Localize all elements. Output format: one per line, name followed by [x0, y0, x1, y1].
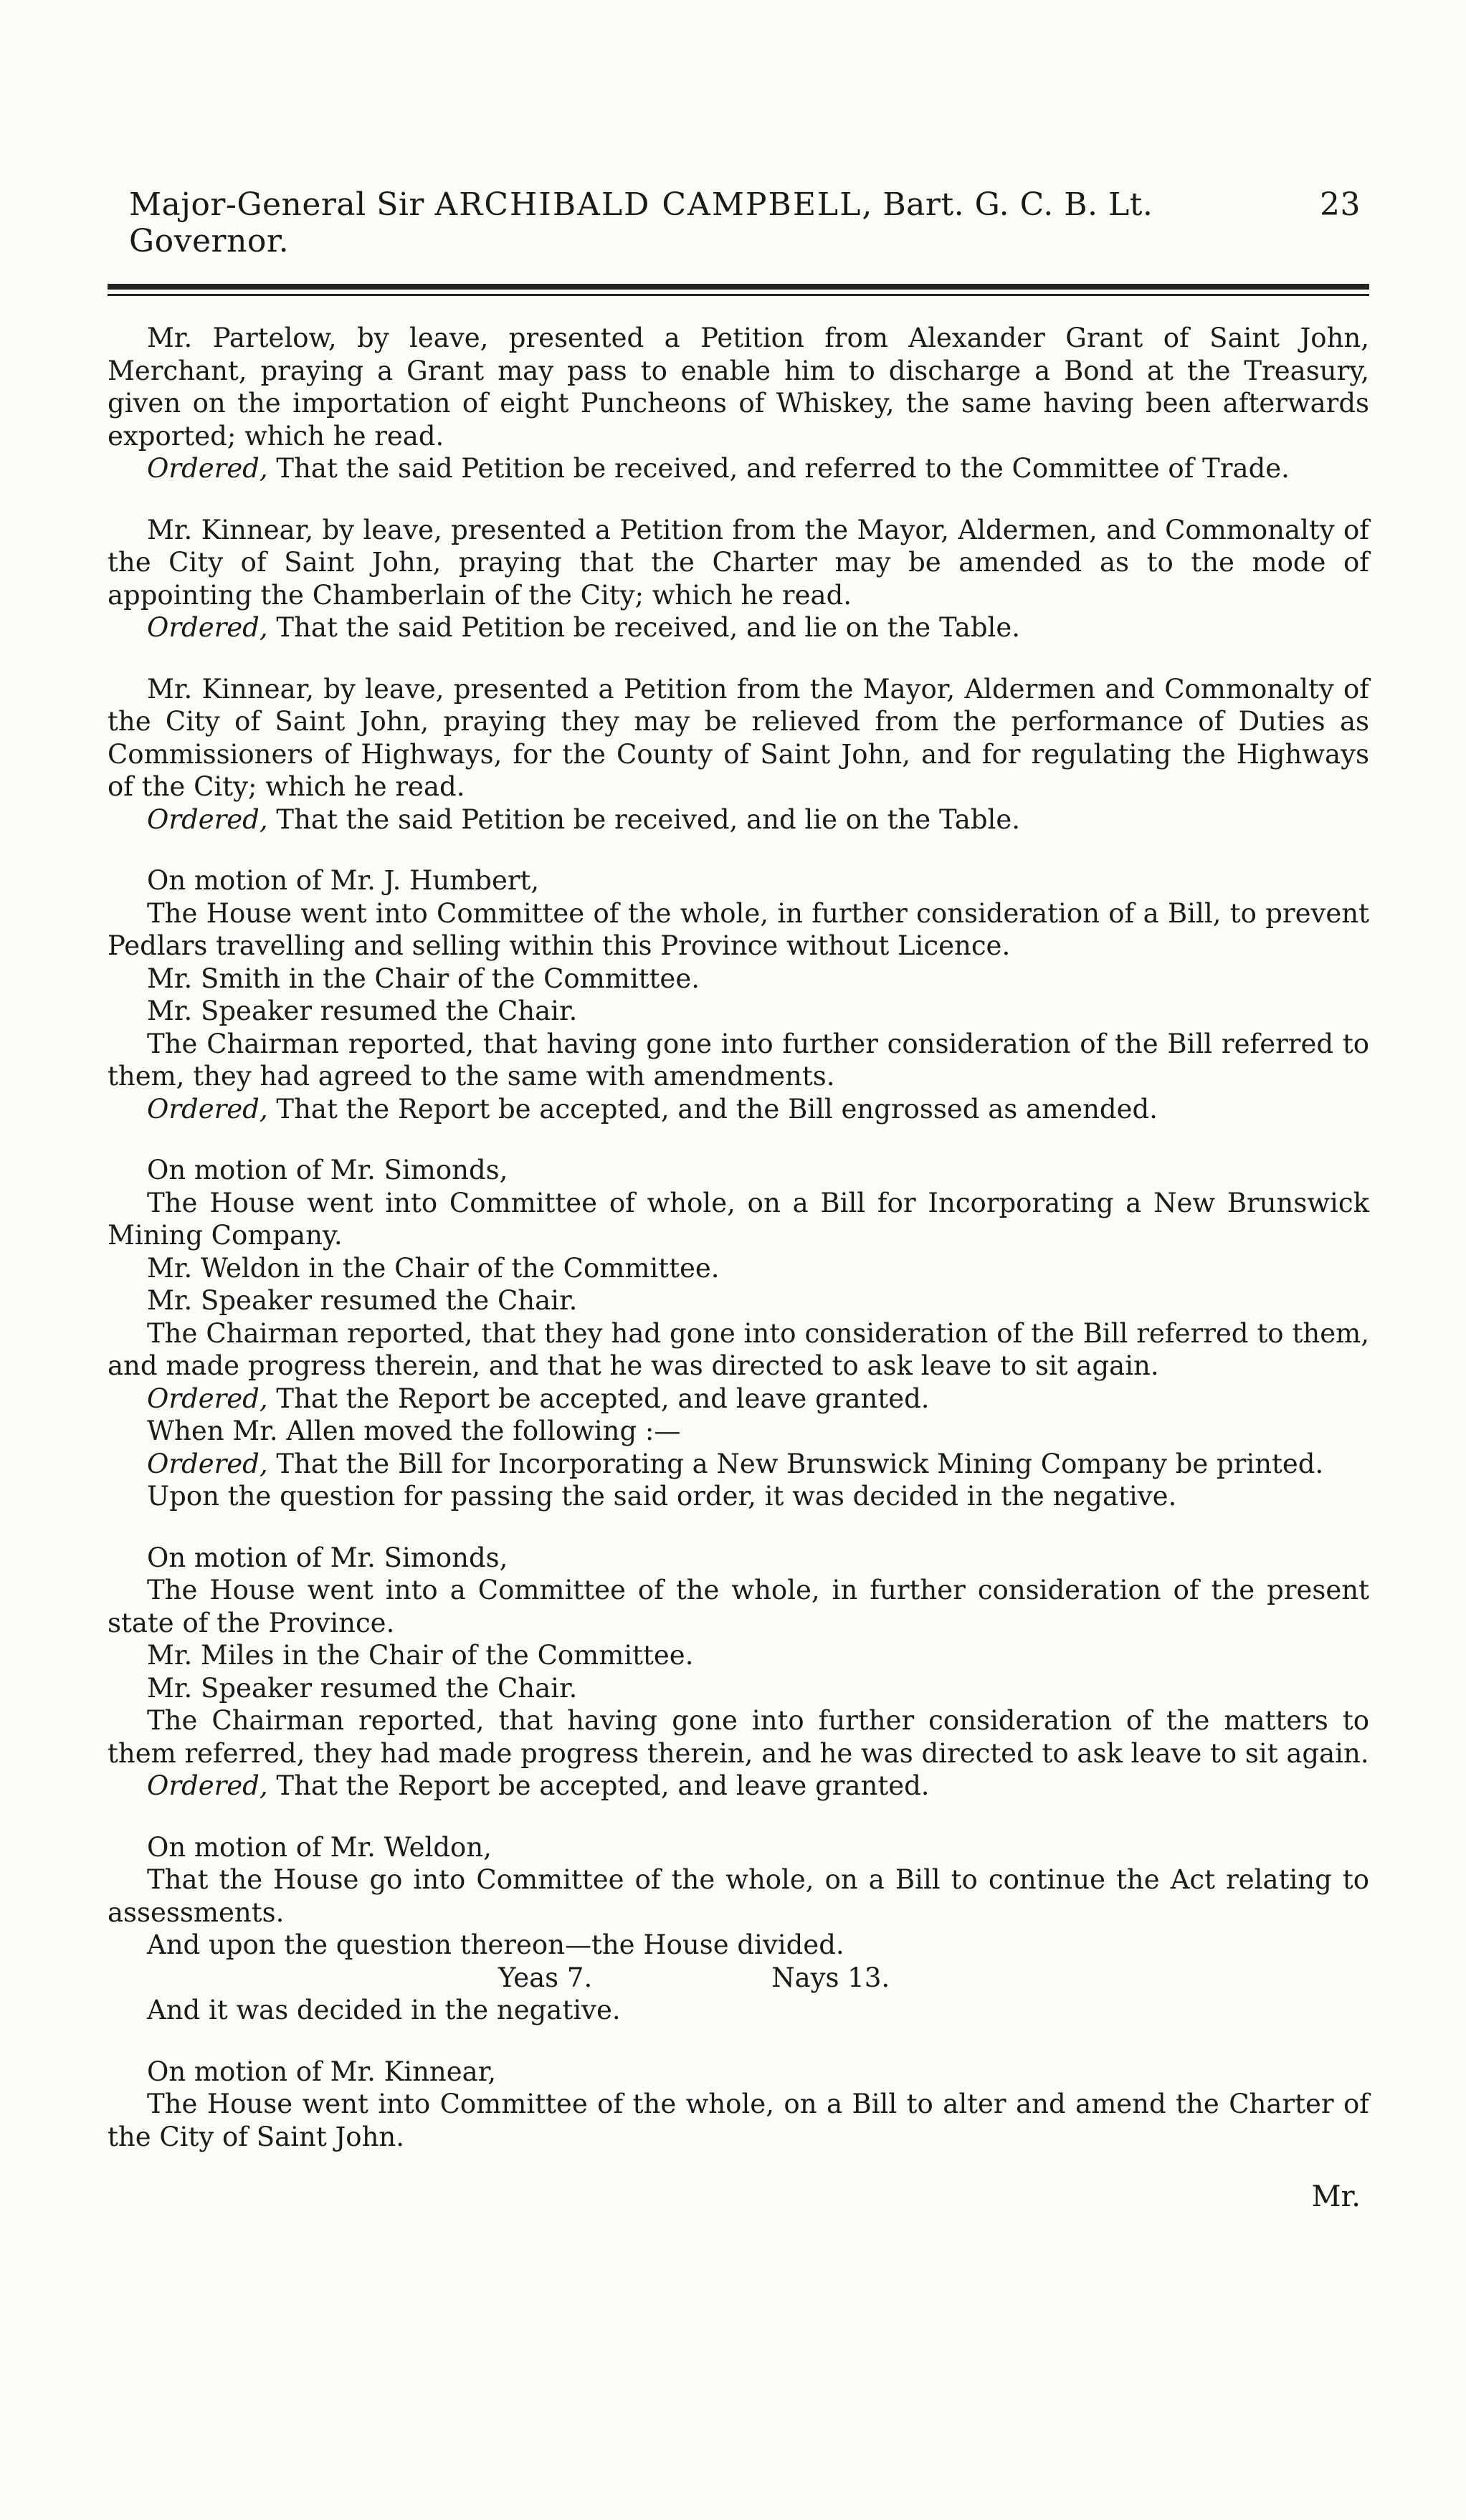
entry-paragraph: [108, 322, 1369, 452]
entry-paragraph: [108, 1317, 1369, 1383]
entry-paragraph: [108, 1383, 1369, 1416]
paragraph-text: Mr. Kinnear, by leave, presented a Petition from the Mayor, Aldermen and Commonalty of the City of Saint John, praying they may be relieved from the performance of Duties as Commissioners of Highways, for the County of Saint John, and for regulating the Highways of the City; which he read.: [108, 673, 1369, 802]
journal-page: [108, 186, 1369, 2213]
ordered-lead: Ordered,: [147, 1770, 268, 1801]
header-governor-name: ARCHIBALD CAMPBELL: [434, 186, 862, 223]
entry-gap: [108, 644, 1369, 673]
header-title-suffix: , Bart. G. C. B. Lt. Governor.: [129, 186, 1153, 259]
entry-paragraph: [108, 611, 1369, 644]
journal-entry: [108, 1154, 1369, 1513]
running-header: [108, 186, 1369, 259]
journal-entry: [108, 673, 1369, 836]
paragraph-text: That the Bill for Incorporating a New Brunswick Mining Company be printed.: [267, 1448, 1324, 1479]
entry-paragraph: [108, 1284, 1369, 1317]
journal-entry: [108, 322, 1369, 485]
journal-entry: [108, 2056, 1369, 2154]
paragraph-text: The House went into Committee of the whole, in further consideration of a Bill, to prevent Pedlars travelling and selling within this Province without Licence.: [108, 897, 1369, 961]
entry-gap: [108, 836, 1369, 864]
nays-count: Nays 13.: [771, 1962, 890, 1993]
entry-paragraph: [108, 1704, 1369, 1770]
entry-paragraph: [108, 1448, 1369, 1481]
entry-paragraph: [108, 1415, 1369, 1448]
entry-paragraph: [108, 2056, 1369, 2089]
page-number: 23: [1320, 186, 1361, 223]
paragraph-text: The Chairman reported, that they had gone into consideration of the Bill referred to them, and made progress therein, and that he was directed to ask leave to sit again.: [108, 1317, 1369, 1381]
entry-paragraph: And it was decided in the negative.: [147, 1995, 621, 2025]
paragraph-text: The Chairman reported, that having gone into further consideration of the Bill referred to them, they had agreed to the same with amendments.: [108, 1028, 1369, 1092]
entry-paragraph: [108, 2088, 1369, 2153]
entry-paragraph: [108, 1093, 1369, 1126]
paragraph-text: The House went into a Committee of the whole, in further consideration of the present state of the Province.: [108, 1575, 1369, 1638]
ordered-lead: Ordered,: [147, 1448, 268, 1479]
ordered-lead: Ordered,: [147, 453, 268, 484]
journal-entry: [108, 514, 1369, 644]
entry-paragraph: [108, 1028, 1369, 1093]
entry-paragraph: [108, 1480, 1369, 1513]
paragraph-text: That the House go into Committee of the whole, on a Bill to continue the Act relating to assessments.: [108, 1864, 1369, 1928]
entry-paragraph: [108, 1574, 1369, 1639]
paragraph-text: That the Report be accepted, and leave granted.: [267, 1383, 930, 1414]
ordered-lead: Ordered,: [147, 1383, 268, 1414]
paragraph-text: On motion of Mr. Simonds,: [147, 1542, 508, 1573]
entry-paragraph: [108, 452, 1369, 485]
journal-entry: [108, 1542, 1369, 1803]
ordered-lead: Ordered,: [147, 803, 268, 835]
paragraph-text: That the said Petition be received, and referred to the Committee of Trade.: [267, 453, 1290, 484]
paragraph-text: That the Report be accepted, and leave granted.: [267, 1770, 930, 1801]
entry-paragraph: [108, 1831, 1369, 1864]
header-rule-thin: [108, 294, 1369, 296]
entry-paragraph: [108, 995, 1369, 1028]
journal-entry: [108, 1831, 1369, 2027]
paragraph-text: Mr. Speaker resumed the Chair.: [147, 1672, 578, 1704]
paragraph-text: On motion of Mr. J. Humbert,: [147, 865, 540, 896]
journal-body: [108, 322, 1369, 2153]
entry-paragraph: [108, 963, 1369, 996]
entry-gap: [108, 1125, 1369, 1154]
entry-paragraph: [108, 1154, 1369, 1187]
entry-paragraph: [108, 864, 1369, 897]
entry-paragraph: [108, 1639, 1369, 1672]
paragraph-text: The House went into Committee of the whole, on a Bill to alter and amend the Charter of the City of Saint John.: [108, 2089, 1369, 2152]
entry-paragraph: [108, 514, 1369, 612]
entry-gap: [108, 485, 1369, 514]
paragraph-text: That the said Petition be received, and lie on the Table.: [267, 612, 1020, 643]
paragraph-text: That the said Petition be received, and lie on the Table.: [267, 803, 1020, 835]
header-title: [129, 186, 1320, 259]
paragraph-text: That the Report be accepted, and the Bill engrossed as amended.: [267, 1093, 1158, 1125]
entry-paragraph: [108, 1863, 1369, 1929]
paragraph-text: Mr. Weldon in the Chair of the Committee.: [147, 1252, 720, 1284]
paragraph-text: Mr. Speaker resumed the Chair.: [147, 996, 578, 1026]
entry-paragraph: [108, 803, 1369, 836]
paragraph-text: On motion of Mr. Kinnear,: [147, 2056, 497, 2087]
paragraph-text: On motion of Mr. Weldon,: [147, 1831, 492, 1863]
entry-paragraph: [108, 1187, 1369, 1252]
header-rule-thick: [108, 284, 1369, 290]
paragraph-text: The Chairman reported, that having gone into further consideration of the matters to them referred, they had made progress therein, and he was directed to ask leave to sit again.: [108, 1705, 1369, 1769]
paragraph-text: Mr. Speaker resumed the Chair.: [147, 1285, 578, 1316]
entry-gap: [108, 1803, 1369, 1831]
paragraph-text: When Mr. Allen moved the following :—: [147, 1416, 681, 1446]
paragraph-text: Mr. Kinnear, by leave, presented a Petition from the Mayor, Aldermen, and Commonalty of the City of Saint John, praying that the Charter may be amended as to the mode of appointing the Chamberlain of the City; which he read.: [108, 514, 1369, 611]
paragraph-text: Mr. Partelow, by leave, presented a Petition from Alexander Grant of Saint John, Merchant, praying a Grant may pass to enable him to discharge a Bond at the Treasury, given on the importation of eight Puncheons of Whiskey, the same having been afterwards exported; which he read.: [108, 323, 1369, 452]
division-votes: [108, 1962, 1369, 1995]
paragraph-text: And upon the question thereon—the House divided.: [147, 1929, 844, 1960]
journal-entry: [108, 864, 1369, 1125]
entry-paragraph: [108, 1542, 1369, 1575]
paragraph-text: Upon the question for passing the said order, it was decided in the negative.: [147, 1481, 1177, 1512]
entry-gap: [108, 2027, 1369, 2056]
entry-paragraph: [108, 1672, 1369, 1705]
ordered-lead: Ordered,: [147, 612, 268, 643]
paragraph-text: The House went into Committee of whole, on a Bill for Incorporating a New Brunswick Mining Company.: [108, 1187, 1369, 1251]
header-rank: Major-General Sir: [129, 186, 424, 223]
entry-paragraph: [108, 1770, 1369, 1803]
paragraph-text: Mr. Smith in the Chair of the Committee.: [147, 963, 700, 994]
entry-paragraph: [108, 1929, 1369, 1962]
catchword: Mr.: [1311, 2180, 1361, 2213]
ordered-lead: Ordered,: [147, 1093, 268, 1125]
entry-paragraph: [108, 897, 1369, 963]
entry-paragraph: [108, 1252, 1369, 1285]
yeas-count: Yeas 7.: [498, 1962, 593, 1993]
entry-paragraph: [108, 673, 1369, 803]
paragraph-text: On motion of Mr. Simonds,: [147, 1155, 508, 1185]
paragraph-text: Mr. Miles in the Chair of the Committee.: [147, 1640, 694, 1671]
entry-gap: [108, 1513, 1369, 1542]
